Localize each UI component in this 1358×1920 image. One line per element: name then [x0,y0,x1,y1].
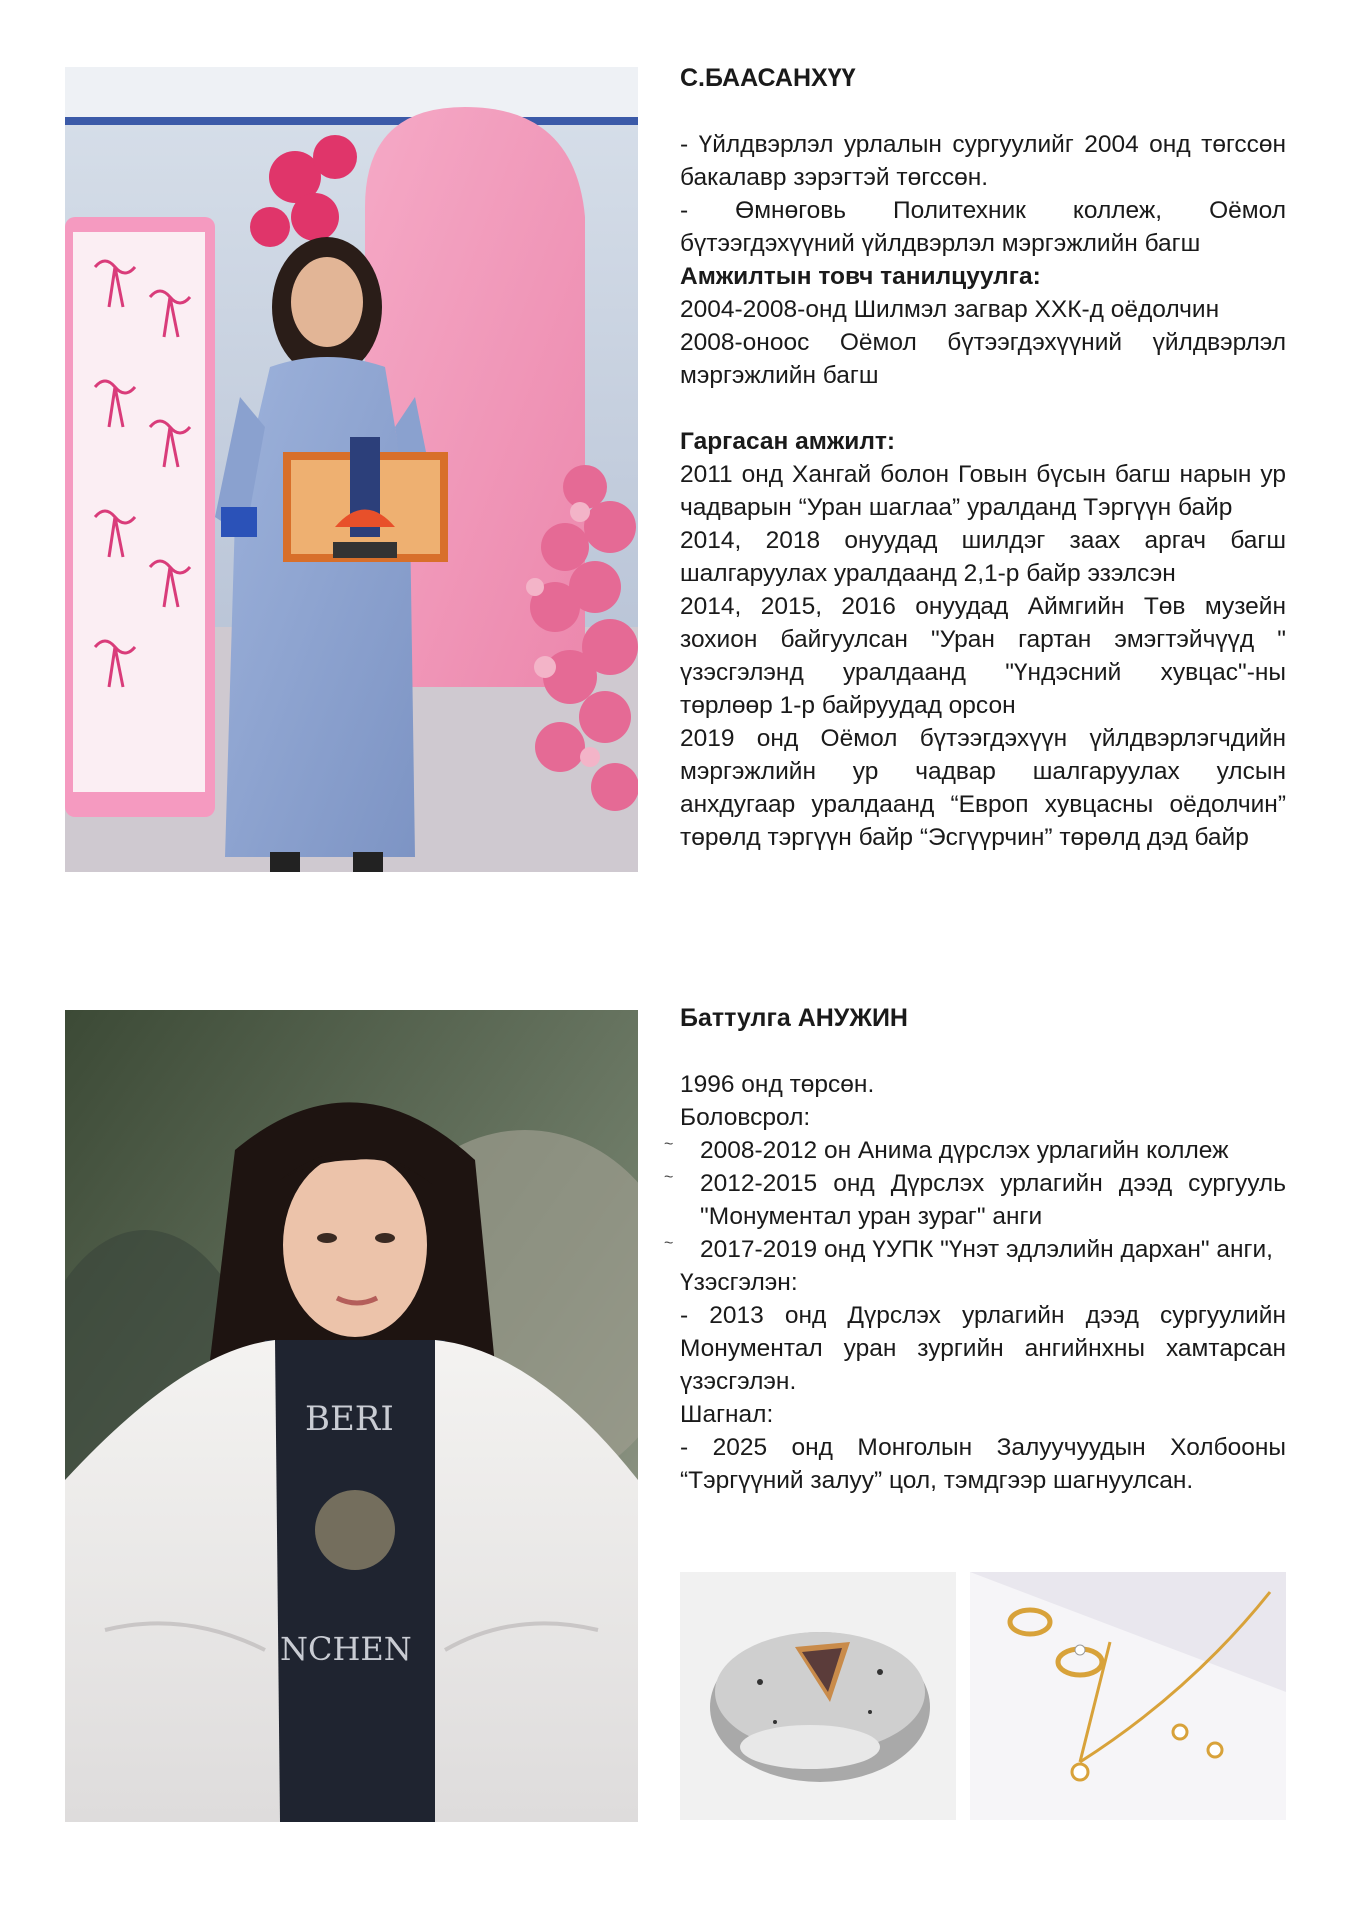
photo-silver-ring [680,1572,956,1820]
education-item: ~ 2017-2019 онд ҮУПК "Үнэт эдлэлийн дархан" анги, [680,1233,1286,1266]
svg-text:BERI: BERI [305,1399,394,1439]
bio-paragraph: 1996 онд төрсөн. [680,1071,875,1098]
bio-paragraph: - 2013 онд Дүрслэх урлагийн дээд сургуулийн Монументал уран зургийн ангийнхны хамтарсан үзэсгэлэн. [680,1302,1286,1395]
bio-paragraph: Шагнал: [680,1401,774,1428]
bio-paragraph: 2014, 2015, 2016 онуудад Аймгийн Төв музейн зохион байгуулсан "Уран гартан эмэгтэйчүүд " үзэсгэлэнд уралдаанд "Үндэсний хувцас"-ны төрлөөр 1-р байруудад орсон [680,593,1286,719]
bio-baasankhuu [680,62,1286,854]
bio-paragraph: 2008-оноос Оёмол бүтээгдэхүүний үйлдвэрлэл мэргэжлийн багш [680,329,1286,389]
person-name: С.БААСАНХҮҮ [680,64,856,92]
svg-text:NCHEN: NCHEN [280,1630,412,1668]
bio-paragraph: 2004-2008-онд Шилмэл загвар ХХК-д оёдолчин [680,296,1220,323]
photo-anujin [65,1010,638,1822]
bullet-icon: ~ [664,1235,674,1252]
bio-paragraph: - Өмнөговь Политехник коллеж, Оёмол бүтээгдэхүүний үйлдвэрлэл мэргэжлийн багш [680,197,1286,257]
bio-paragraph: 2019 онд Оёмол бүтээгдэхүүн үйлдвэрлэгчдийн мэргэжлийн ур чадвар шалгаруулах улсын анхдугаар уралдаанд “Европ хувцасны оёдолчин” төрөлд тэргүүн байр “Эсгүүрчин” төрөлд дэд байр [680,725,1286,851]
bio-paragraph: 2011 онд Хангай болон Говын бүсын багш нарын ур чадварын “Уран шаглаа” уралданд Тэргүүн байр [680,461,1286,521]
photo-baasankhuu [65,67,638,872]
bio-text [664,1068,1286,1497]
bio-paragraph: - Үйлдвэрлэл урлалын сургуулийг 2004 онд төгссөн бакалавр зэрэгтэй төгссөн. [680,131,1286,191]
bio-text [680,128,1286,854]
bio-paragraph: 2014, 2018 онуудад шилдэг заах аргач багш шалгаруулах уралдаанд 2,1-р байр эзэлсэн [680,527,1286,587]
photo-gold-jewelry [970,1572,1286,1820]
bio-paragraph: Боловсрол: [680,1104,811,1131]
bio-paragraph: Үзэсгэлэн: [680,1269,798,1296]
spacer [680,392,1286,425]
bio-anujin [664,1002,1286,1497]
education-item: ~ 2012-2015 онд Дүрслэх урлагийн дээд сургууль "Монументал уран зураг" анги [680,1167,1286,1233]
bullet-icon: ~ [664,1169,674,1186]
bio-paragraph: - 2025 онд Монголын Залуучуудын Холбооны “Тэргүүний залуу” цол, тэмдгээр шагнуулсан. [680,1434,1286,1494]
section-heading: Гаргасан амжилт: [680,428,896,455]
section-heading: Амжилтын товч танилцуулга: [680,263,1041,290]
bullet-icon: ~ [664,1136,674,1153]
education-item: ~ 2008-2012 он Анима дүрслэх урлагийн коллеж [680,1134,1286,1167]
person-name: Баттулга АНУЖИН [680,1004,908,1032]
